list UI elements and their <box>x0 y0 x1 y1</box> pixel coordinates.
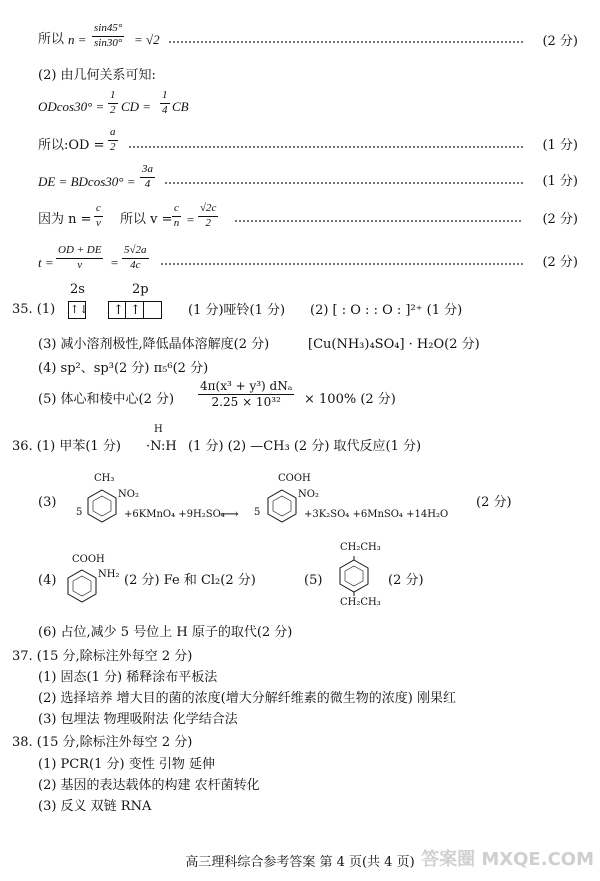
line6-eq: = <box>186 212 195 227</box>
line3-f2-den: 4 <box>162 103 168 116</box>
position-5-label: 5 <box>76 507 83 518</box>
line7-frac <box>56 245 103 271</box>
line7-den: v <box>77 258 83 271</box>
line1-fraction <box>92 23 124 49</box>
q36-part3-reagents: +6KMnO₄ +9H₂SO₄ <box>124 509 225 520</box>
line3-tail: CB <box>172 99 189 114</box>
line6-a-num: c <box>94 203 103 217</box>
line3-f1-den: 2 <box>110 103 116 116</box>
line5-num: 3a <box>140 164 155 178</box>
line3-mid: CD = <box>121 99 152 114</box>
q38-answer-1: (1) PCR(1 分) 变性 引物 延伸 <box>38 757 215 772</box>
q35-part3b: [Cu(NH₃)₄SO₄] · H₂O(2 分) <box>308 337 480 352</box>
q37-heading: 37. (15 分,除标注外每空 2 分) <box>12 649 193 664</box>
line7-r-den: 4c <box>130 258 141 271</box>
line5-frac <box>140 164 155 190</box>
line4-den: 2 <box>110 140 116 153</box>
orbital-2s-box <box>68 301 89 319</box>
leader-dots <box>164 182 523 184</box>
q35-part5-fraction <box>198 380 294 408</box>
line3-frac2 <box>160 90 170 116</box>
product-cooh: COOH <box>278 473 311 484</box>
leader-dots <box>160 263 523 265</box>
o-nitrotoluene-ch3: CH₃ <box>94 473 115 484</box>
aminobenzoic-cooh: COOH <box>72 554 105 565</box>
nitrobenzoic-acid-structure <box>264 486 300 526</box>
q36-part4-text: (2 分) Fe 和 Cl₂(2 分) <box>124 573 256 588</box>
q35-part3: (3) 减小溶剂极性,降低晶体溶解度(2 分) <box>38 337 270 352</box>
q38-answer-2: (2) 基因的表达载体的构建 农杆菌转化 <box>38 778 260 793</box>
q36-nh: ·N:H <box>146 439 177 454</box>
diethylbenzene-bottom: CH₂CH₃ <box>340 597 381 608</box>
line2-text: (2) 由几何关系可知: <box>38 68 156 83</box>
line4-score: (1 分) <box>542 138 578 153</box>
line1-prefix: 所以 <box>38 32 65 47</box>
q35-part5-tail: × 100% (2 分) <box>304 392 396 407</box>
line6-frac-c <box>198 203 218 229</box>
up-arrow-icon: ↑ <box>130 303 141 318</box>
page-footer: 高三理科综合参考答案 第 4 页(共 4 页) <box>185 855 415 870</box>
line6-b: 所以 v = <box>120 212 173 227</box>
diethylbenzene-structure <box>336 556 372 596</box>
line7-eq: = <box>110 255 119 270</box>
q36-part3-score: (2 分) <box>476 495 512 510</box>
line1-score: (2 分) <box>542 34 578 49</box>
leader-dots <box>128 146 523 148</box>
leader-dots <box>168 41 523 43</box>
line4-frac <box>108 127 118 153</box>
line6-b-den: n <box>173 216 180 229</box>
product-no2: NO₂ <box>298 489 319 500</box>
q37-answer-3: (3) 包埋法 物理吸附法 化学结合法 <box>38 712 238 727</box>
line4-prefix: 所以:OD = <box>38 138 105 153</box>
line3-f2-num: 1 <box>160 90 170 104</box>
up-arrow-icon: ↑ <box>113 303 124 318</box>
q37-answer-2: (2) 选择培养 增大目的菌的浓度(增大分解纤维素的微生物的浓度) 刚果红 <box>38 691 456 706</box>
q36-line1a: 36. (1) 甲苯(1 分) <box>12 439 121 454</box>
o-nitrotoluene-no2: NO₂ <box>118 489 139 500</box>
watermark-logo: 答案圈 MXQE.COM <box>421 849 594 870</box>
line6-c-den: 2 <box>205 216 211 229</box>
line6-a: 因为 n = <box>38 212 92 227</box>
orbital-2s-label: 2s <box>70 282 85 297</box>
q35-part5-den: 2.25 × 10³² <box>211 394 281 409</box>
line6-a-den: v <box>96 216 101 229</box>
q36-part4-label: (4) <box>38 573 57 588</box>
line6-frac-a <box>94 203 103 229</box>
line5-lhs: DE = BDcos30° = <box>38 174 136 189</box>
q36-line1b: (1 分) (2) —CH₃ (2 分) 取代反应(1 分) <box>188 439 422 454</box>
line5-score: (1 分) <box>542 174 578 189</box>
line7-num: OD + DE <box>56 245 103 259</box>
line1-num: sin45° <box>92 23 124 37</box>
position-5-label: 5 <box>254 507 261 518</box>
q36-part3-label: (3) <box>38 495 57 510</box>
q36-h-top: H <box>154 424 163 435</box>
line6-score: (2 分) <box>542 212 578 227</box>
line6-c-num: √2c <box>198 203 218 217</box>
orbital-2p-label: 2p <box>132 282 149 297</box>
q35-part2: (2) [ : O : : O : ]²⁺ (1 分) <box>310 303 463 318</box>
line3-f1-num: 1 <box>108 90 118 104</box>
q36-part6: (6) 占位,减少 5 号位上 H 原子的取代(2 分) <box>38 625 293 640</box>
line3-frac1 <box>108 90 118 116</box>
orbital-2p-box-1 <box>108 301 126 319</box>
line7-score: (2 分) <box>542 255 578 270</box>
q36-part5-score: (2 分) <box>388 573 424 588</box>
orbital-2p-box-2 <box>126 301 144 319</box>
line6-b-num: c <box>172 203 181 217</box>
line1-den: sin30° <box>94 36 123 49</box>
q35-part1-rest: (1 分)哑铃(1 分) <box>188 303 286 318</box>
reaction-arrow-icon: ⟶ <box>220 507 239 522</box>
q36-part5-label: (5) <box>304 573 323 588</box>
q35-part5: (5) 体心和棱中心(2 分) <box>38 392 175 407</box>
line1-rhs: = √2 <box>134 32 160 47</box>
line7-lhs: t = <box>38 255 54 270</box>
line1-lhs: n = <box>68 32 87 47</box>
line5-den: 4 <box>144 177 151 190</box>
q38-answer-3: (3) 反义 双链 RNA <box>38 799 152 814</box>
up-down-arrow-icon: ↑↓ <box>70 303 89 316</box>
line3-lhs: ODcos30° = <box>38 99 105 114</box>
q35-part5-num: 4π(x³ + y³) dNₐ <box>200 379 293 393</box>
q37-answer-1: (1) 固态(1 分) 稀释涂布平板法 <box>38 670 218 685</box>
aminobenzoic-nh2: NH₂ <box>98 569 120 580</box>
q35-part4: (4) sp²、sp³(2 分) π₅⁶(2 分) <box>38 361 209 376</box>
diethylbenzene-top: CH₂CH₃ <box>340 542 381 553</box>
q35-number: 35. (1) <box>12 302 56 317</box>
q38-heading: 38. (15 分,除标注外每空 2 分) <box>12 735 193 750</box>
leader-dots <box>234 220 523 222</box>
aminobenzoic-acid-structure <box>64 566 100 606</box>
line7-r-num: 5√2a <box>122 245 149 259</box>
o-nitrotoluene-structure <box>84 486 120 526</box>
line7-frac-r <box>122 245 149 271</box>
line4-num: a <box>108 127 118 141</box>
orbital-2p-box-3 <box>144 301 162 319</box>
line6-frac-b <box>172 203 181 229</box>
q36-part3-products: +3K₂SO₄ +6MnSO₄ +14H₂O <box>304 509 449 520</box>
